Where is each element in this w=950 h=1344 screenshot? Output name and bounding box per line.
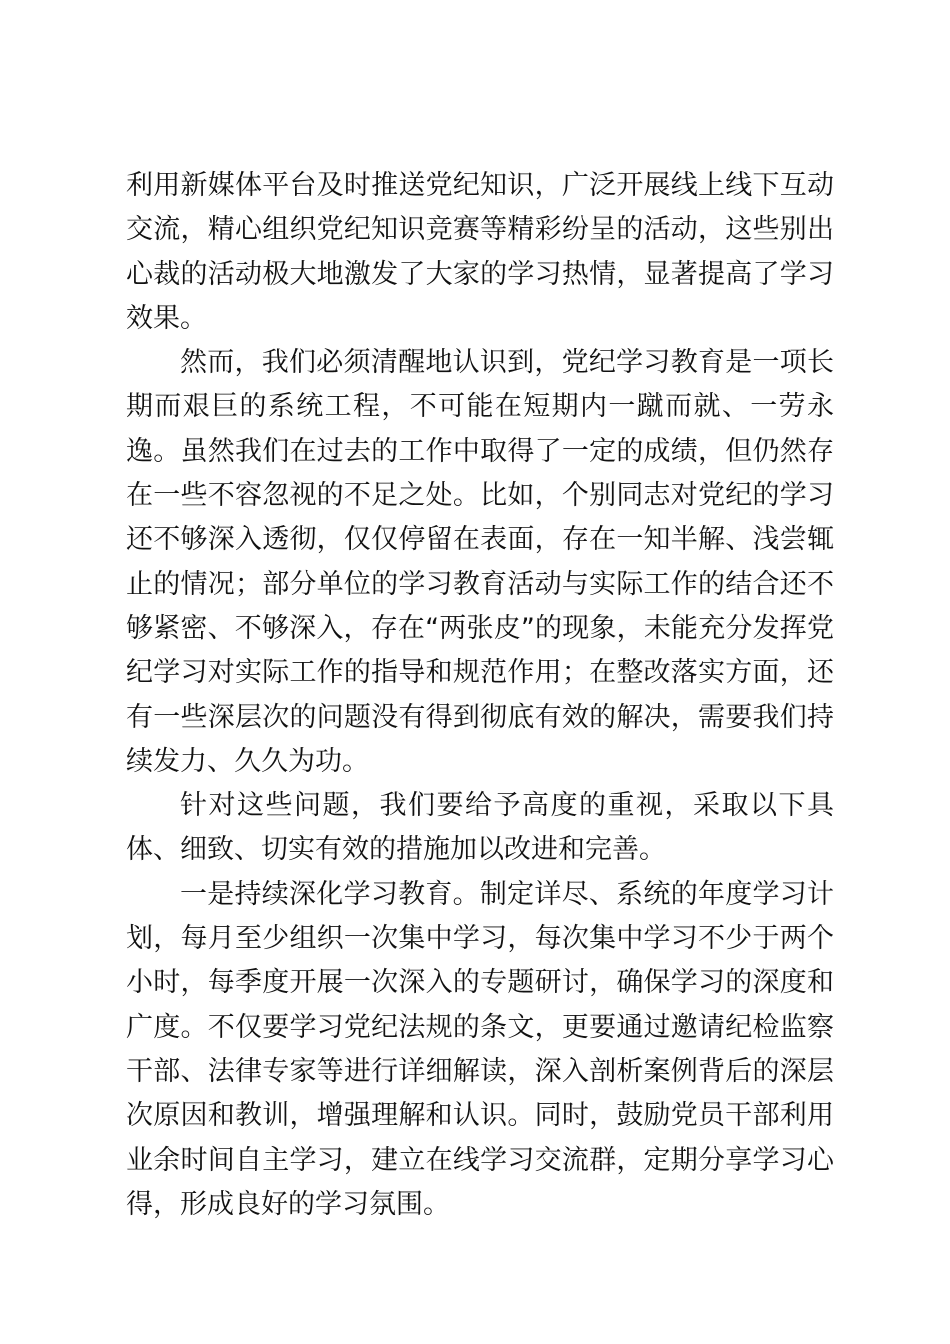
paragraph-problems: 然而，我们必须清醒地认识到，党纪学习教育是一项长期而艰巨的系统工程，不可能在短期内一蹴而就、一劳永逸。虽然我们在过去的工作中取得了一定的成绩，但仍然存在一些不容忽视的不足之处。比如，个别同志对党纪的学习还不够深入透彻，仅仅停留在表面，存在一知半解、浅尝辄止的情况；部分单位的学习教育活动与实际工作的结合还不够紧密、不够深入，存在“两张皮”的现象，未能充分发挥党纪学习对实际工作的指导和规范作用；在整改落实方面，还有一些深层次的问题没有得到彻底有效的解决，需要我们持续发力、久久为功。 [126, 347, 834, 777]
paragraph-measure-one: 一是持续深化学习教育。制定详尽、系统的年度学习计划，每月至少组织一次集中学习，每次集中学习不少于两个小时，每季度开展一次深入的专题研讨，确保学习的深度和广度。不仅要学习党纪法规的条文，更要通过邀请纪检监察干部、法律专家等进行详细解读，深入剖析案例背后的深层次原因和教训，增强理解和认识。同时，鼓励党员干部利用业余时间自主学习，建立在线学习交流群，定期分享学习心得，形成良好的学习氛围。 [126, 878, 834, 1220]
paragraph-measures-intro: 针对这些问题，我们要给予高度的重视，采取以下具体、细致、切实有效的措施加以改进和完善。 [126, 790, 834, 866]
document-body [126, 164, 834, 1227]
paragraph-continuation: 利用新媒体平台及时推送党纪知识，广泛开展线上线下互动交流，精心组织党纪知识竞赛等精彩纷呈的活动，这些别出心裁的活动极大地激发了大家的学习热情，显著提高了学习效果。 [126, 170, 834, 334]
